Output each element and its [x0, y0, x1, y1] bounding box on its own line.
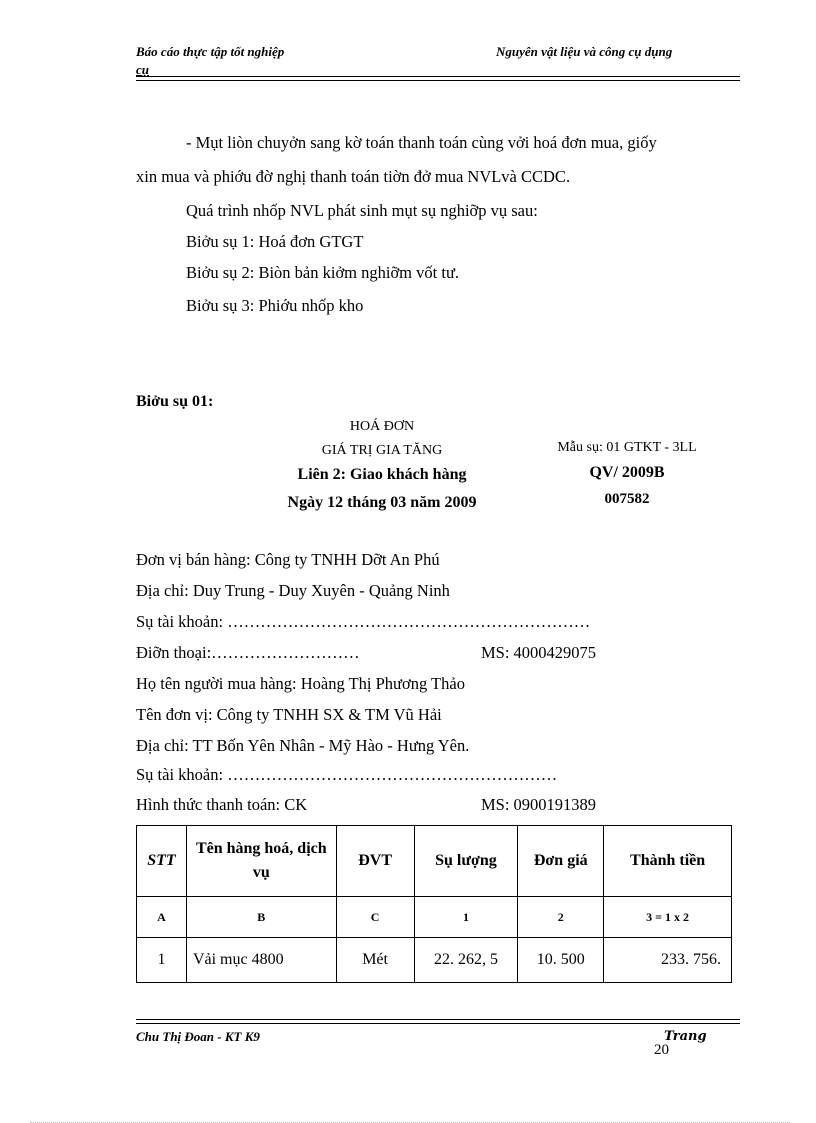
body-line-6: Biởu sụ 3: Phiớu nhốp kho	[186, 296, 364, 315]
body-line-5: Biởu sụ 2: Biòn bản kiởm nghiỡm vốt tư.	[186, 263, 460, 282]
code-cell: B	[186, 897, 336, 938]
invoice-table	[136, 825, 732, 983]
header-left: Báo cáo thực tập tốt nghiệp	[136, 44, 285, 59]
footer-author: Chu Thị Đoan - KT K9	[136, 1029, 260, 1044]
table-row	[137, 938, 732, 983]
buyer-name: Họ tên người mua hàng: Hoàng Thị Phương Thảo	[136, 674, 465, 693]
body-line-4: Biởu sụ 1: Hoá đơn GTGT	[186, 232, 364, 251]
form-label: Biởu sụ 01:	[136, 393, 214, 410]
seller-tax-code: MS: 4000429075	[481, 643, 597, 662]
invoice-date: Ngày 12 tháng 03 năm 2009	[287, 494, 477, 511]
invoice-number: 007582	[604, 491, 650, 507]
cell-amount: 233. 756.	[604, 938, 732, 983]
col-header-item: Tên hàng hoá, dịch vụ	[186, 826, 336, 897]
cell-unit: Mét	[336, 938, 414, 983]
col-header-unit-price: Đơn giá	[518, 826, 604, 897]
col-header-amount: Thành tiền	[604, 826, 732, 897]
body-line-1: - Mụt liòn chuyởn sang kờ toán thanh toán cùng vởi hoá đơn mua, giốy	[186, 133, 657, 152]
seller-address: Địa chỉ: Duy Trung - Duy Xuyên - Quảng Ninh	[136, 581, 450, 600]
col-header-stt: STT	[137, 826, 187, 897]
cell-item: Vải mục 4800	[186, 938, 336, 983]
col-header-unit: ĐVT	[336, 826, 414, 897]
cell-stt: 1	[137, 938, 187, 983]
code-cell: 2	[518, 897, 604, 938]
body-line-3: Quá trình nhốp NVL phát sinh mụt sụ nghiỡp vụ sau:	[186, 201, 538, 220]
buyer-address: Địa chỉ: TT Bốn Yên Nhân - Mỹ Hào - Hưng Yên.	[136, 736, 470, 755]
header-rule-top	[136, 76, 740, 77]
col-header-quantity: Sụ lượng	[414, 826, 518, 897]
seller-unit: Đơn vị bán hàng: Công ty TNHH Dỡt An Phú	[136, 550, 440, 569]
invoice-copy: Liên 2: Giao khách hàng	[297, 466, 467, 483]
template-number: Mẫu sụ: 01 GTKT - 3LL	[557, 440, 697, 455]
invoice-serial: QV/ 2009B	[589, 464, 665, 481]
header-rule-bottom	[136, 80, 740, 81]
footer-rule-bottom	[136, 1023, 740, 1024]
invoice-title: HOÁ ĐƠN	[349, 419, 415, 434]
seller-phone: Điỡn thoại:………………………	[136, 643, 360, 662]
table-header-row	[137, 826, 732, 897]
payment-method: Hình thức thanh toán: CK	[136, 795, 308, 814]
footer-page-label: Trang	[664, 1029, 707, 1044]
code-cell: 1	[414, 897, 518, 938]
body-line-2: xin mua và phiớu đờ nghị thanh toán tiờn đở mua NVLvà CCDC.	[136, 167, 571, 186]
buyer-unit: Tên đơn vị: Công ty TNHH SX & TM Vũ Hải	[136, 705, 442, 724]
cell-unit-price: 10. 500	[518, 938, 604, 983]
code-cell: A	[137, 897, 187, 938]
page-number: 20	[654, 1042, 669, 1058]
invoice-subtitle: GIÁ TRỊ GIA TĂNG	[321, 443, 443, 458]
table-code-row	[137, 897, 732, 938]
cell-quantity: 22. 262, 5	[414, 938, 518, 983]
code-cell: 3 = 1 x 2	[604, 897, 732, 938]
buyer-account: Sụ tài khoản: ……………………………………………………	[136, 765, 558, 784]
header-right: Nguyên vật liệu và công cụ dụng	[496, 44, 673, 59]
footer-rule-top	[136, 1019, 740, 1020]
buyer-tax-code: MS: 0900191389	[481, 795, 597, 814]
code-cell: C	[336, 897, 414, 938]
header-left-wrap: cụ	[136, 62, 149, 77]
seller-account: Sụ tài khoản: …………………………………………………………	[136, 612, 591, 631]
